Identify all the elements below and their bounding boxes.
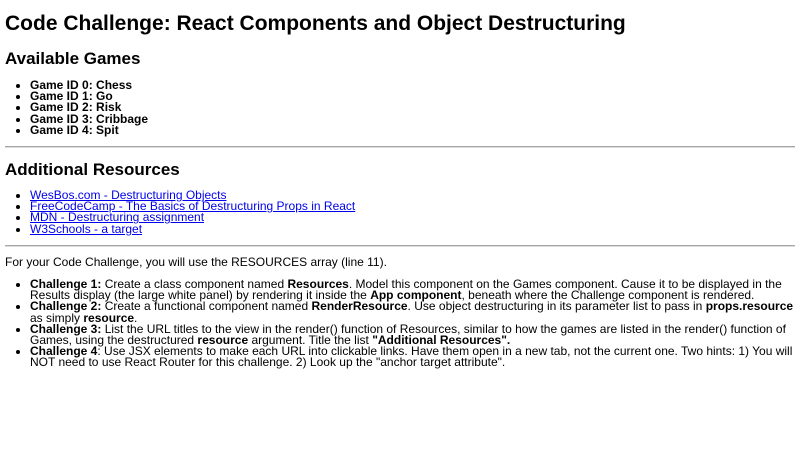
challenge-item-2 [30, 301, 795, 323]
resource-link-freecodecamp[interactable]: FreeCodeCamp - The Basics of Destructuring Props in React [30, 199, 356, 214]
challenge-item-4 [30, 346, 795, 368]
challenge-bold-text: "Additional Resources". [372, 333, 511, 348]
resources-list [5, 190, 795, 235]
challenge-bold-text: Resources [287, 277, 349, 292]
resource-link-mdn[interactable]: MDN - Destructuring assignment [30, 210, 205, 225]
resources-heading: Additional Resources [5, 160, 180, 180]
challenge-text: Create a functional component named [101, 299, 312, 314]
divider-1 [5, 146, 795, 148]
challenge-bold-text: RenderResource [311, 299, 408, 314]
game-item-1: • Game ID 1: Go [30, 91, 795, 102]
challenge-label: Challenge 1: [30, 277, 102, 292]
challenge-label: Challenge 3: [30, 321, 102, 336]
challenge-text: as simply [30, 310, 84, 325]
games-list [5, 80, 795, 136]
challenge-text: , beneath where the Challenge component is rendered. [461, 288, 755, 303]
resource-item-3 [30, 221, 795, 236]
resource-link-w3schools[interactable]: W3Schools - a target [30, 221, 143, 236]
challenge-bold-text: App component [370, 288, 462, 303]
intro-text: For your Code Challenge, you will use the RESOURCES array (line 11). [5, 254, 387, 269]
resource-link-wesbos[interactable]: WesBos.com - Destructuring Objects [30, 188, 227, 203]
game-item-3: • Game ID 3: Cribbage [30, 114, 795, 125]
challenge-text: . Model this component on the Games component. Cause it to be displayed in the Results display (the large white panel) by rendering it inside the [30, 277, 782, 303]
challenge-text: : Use JSX elements to make each URL into clickable links. Have them open in a new tab, not the current one. Two hints: 1) You will NOT need to use React Router for this challenge. 2) Look up the "anchor target attribute". [30, 344, 793, 370]
game-item-0: • Game ID 0: Chess [30, 80, 795, 91]
divider-2 [5, 245, 795, 247]
game-item-4: • Game ID 4: Spit [30, 125, 795, 136]
challenge-label: Challenge 2: [30, 299, 102, 314]
challenges-list [5, 279, 795, 369]
challenge-item-3 [30, 321, 795, 348]
challenge-text: List the URL titles to the view in the render() function of Resources, similar to how the games are listed in the render() function of Games, using the destructured [30, 321, 786, 348]
challenge-bold-text: props.resource [705, 299, 794, 314]
page-title: Code Challenge: React Components and Object Destructuring [5, 12, 626, 35]
challenge-label: Challenge 4 [30, 344, 98, 359]
challenge-text: . Use object destructuring in its parameter list to pass in [407, 299, 706, 314]
challenge-bold-text: resource [83, 310, 135, 325]
game-item-2: • Game ID 2: Risk [30, 102, 795, 113]
challenge-text: . [134, 310, 138, 325]
challenge-bold-text: resource [197, 333, 249, 348]
challenge-text: argument. Title the list [248, 333, 373, 348]
games-heading: Available Games [5, 49, 141, 68]
resource-item-2 [30, 212, 795, 223]
challenge-text: Create a class component named [101, 277, 288, 292]
challenge-item-1 [30, 279, 795, 301]
